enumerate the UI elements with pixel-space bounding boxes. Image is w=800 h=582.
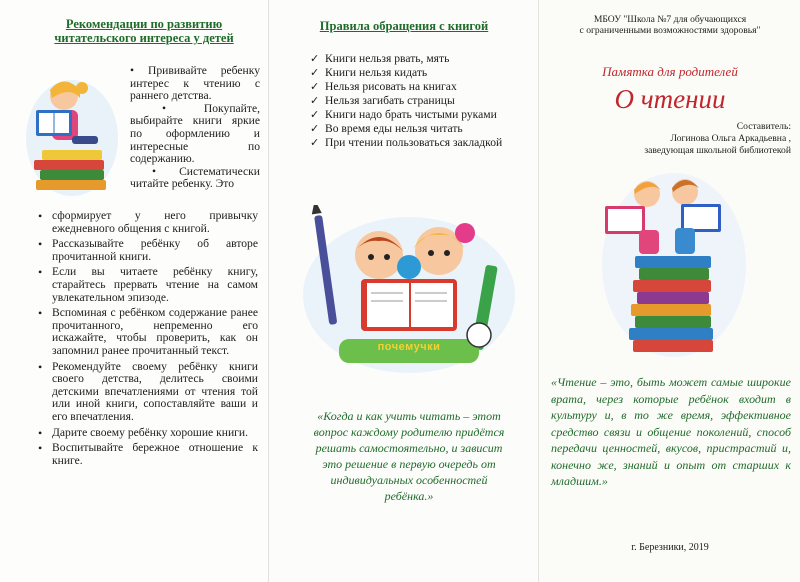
list-item: • Рекомендуйте своему ребёнку книги своего детства, делитесь своими детскими впечатлениями от чтения той или иной книги, сопоставляйте ваши и его впечатления. (36, 361, 258, 424)
school-name (539, 14, 800, 36)
left-heading: Рекомендации по развитию читательского интереса у детей (54, 17, 234, 45)
author-role: заведующая школьной библиотекой (644, 145, 791, 156)
intro-item-1: • Прививайте ребенку интерес к чтению с раннего детства. (130, 64, 260, 103)
school-line-2: с ограниченными возможностями здоровья" (579, 25, 761, 36)
bullet-3: • (152, 164, 180, 178)
list-item: ✓ Нельзя загибать страницы (309, 94, 524, 108)
page-title: О чтении (614, 84, 726, 114)
list-item: • Если вы читаете ребёнку книгу, старайтесь прервать чтение на самом увлекательном эпизоде. (36, 266, 258, 304)
list-item: • Дарите своему ребёнку хорошие книги. (36, 427, 258, 440)
middle-quote: «Когда и как учить читать – этот вопрос каждому родителю придётся решать самостоятельно, и зависит это решение в первую очередь от индивидуальных особенностей ребёнка.» (313, 409, 505, 503)
list-item: ✓ Во время еды нельзя читать (309, 122, 524, 136)
list-item: • сформирует у него привычку ежедневного общения с книгой. (36, 210, 258, 235)
middle-heading: Правила обращения с книгой (319, 19, 489, 33)
list-item: ✓ При чтении пользоваться закладкой (309, 136, 524, 150)
list-item: • Воспитывайте бережное отношение к книге. (36, 442, 258, 467)
girl-reading-illustration (22, 68, 122, 198)
author-name: Логинова Ольга Аркадьевна , (670, 133, 791, 144)
list-item: ✓ Книги нельзя кидать (309, 66, 524, 80)
author-label: Составитель: (736, 121, 791, 132)
list-item: • Рассказывайте ребёнку об авторе прочитанной книги. (36, 238, 258, 263)
right-panel (538, 0, 800, 582)
kids-on-books-illustration (599, 170, 749, 360)
intro-item-2: • Покупайте, выбирайте книги яркие по оформлению и интересные по содержанию. (130, 101, 260, 166)
book-rules-list (309, 52, 524, 150)
left-panel (0, 0, 268, 582)
bullet-2: • (162, 101, 204, 115)
banner-text: почемучки (377, 341, 441, 353)
list-item: • Вспоминая с ребёнком содержание ранее прочитанного, непременно его искажайте, чтобы проверить, как он запомнил ранее прочитанный текст. (36, 307, 258, 357)
right-quote: «Чтение – это, быть может самые широкие врата, через которые ребёнок входит в культуру и, в то же время, эффективное средство связи и общение поколений, способ передачи ценностей, вкусов, пристрастий и, конечно же, знаний и опыт от старших к младшим.» (551, 375, 791, 488)
recommendations-list (36, 210, 258, 470)
list-item: ✓ Нельзя рисовать на книгах (309, 80, 524, 94)
list-item: ✓ Книги нельзя рвать, мять (309, 52, 524, 66)
intro-item-3: • Систематически читайте ребенку. Это (130, 164, 260, 191)
footer-city-year: г. Березники, 2019 (631, 542, 709, 553)
bullet-1: • (130, 64, 135, 77)
school-line-1: МБОУ "Школа №7 для обучающихся (593, 14, 747, 25)
intro-block (130, 65, 260, 191)
middle-panel (268, 0, 538, 582)
list-item: ✓ Книги надо брать чистыми руками (309, 108, 524, 122)
subtitle: Памятка для родителей (602, 64, 738, 79)
author-block (609, 121, 791, 157)
